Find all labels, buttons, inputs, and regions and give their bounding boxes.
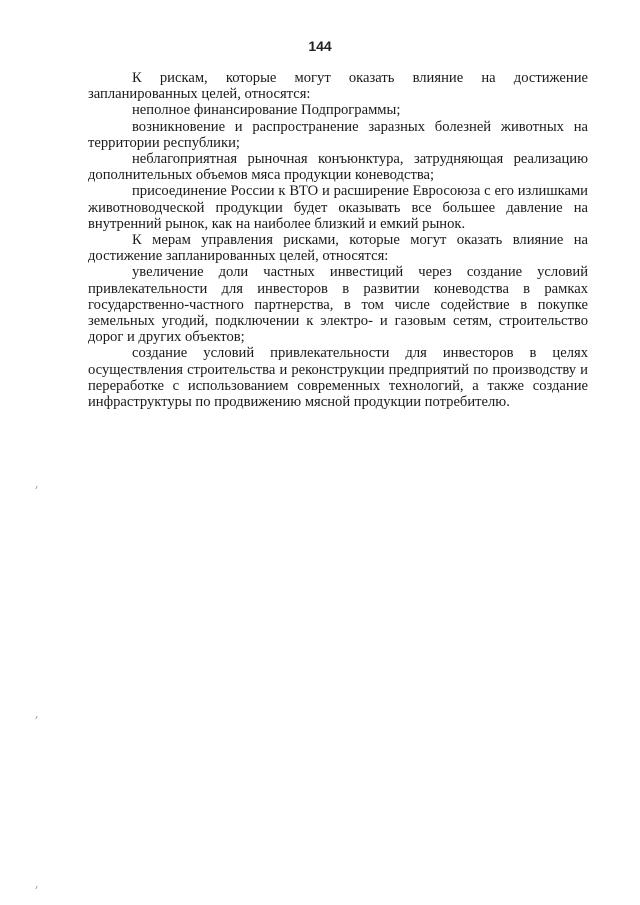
paragraph: присоединение России к ВТО и расширение Евросоюза с его излишками животноводческой продукции будет оказывать все большее давление на внутренний рынок, как на наиболее близкий и емкий рынок. bbox=[88, 183, 588, 232]
paragraph: неполное финансирование Подпрограммы; bbox=[132, 102, 401, 119]
document-body bbox=[88, 70, 588, 410]
page-number: 144 bbox=[308, 38, 332, 54]
paragraph: К рискам, которые могут оказать влияние на достижение запланированных целей, относятся: bbox=[88, 70, 588, 103]
paragraph: возникновение и распространение заразных болезней животных на территории республики; bbox=[88, 118, 588, 151]
scan-mark bbox=[35, 486, 40, 489]
paragraph: увеличение доли частных инвестиций через создание условий привлекательности для инвесторов в развитии коневодства в рамках государственно-частного партнерства, в том числе содействие в покупке земельных угодий, подключении к электро- и газовым сетям, строительство дорог и других объектов; bbox=[88, 264, 588, 346]
paragraph: К мерам управления рисками, которые могут оказать влияние на достижение запланированных целей, относятся: bbox=[88, 232, 588, 265]
paragraph: неблагоприятная рыночная конъюнктура, затрудняющая реализацию дополнительных объемов мяса продукции коневодства; bbox=[88, 151, 588, 184]
scan-mark bbox=[35, 716, 40, 719]
paragraph: создание условий привлекательности для инвесторов в целях осуществления строительства и реконструкции предприятий по производству и переработке с использованием современных технологий, а также создание инфраструктуры по продвижению мясной продукции потребителю. bbox=[88, 345, 588, 411]
scan-mark bbox=[35, 886, 40, 889]
